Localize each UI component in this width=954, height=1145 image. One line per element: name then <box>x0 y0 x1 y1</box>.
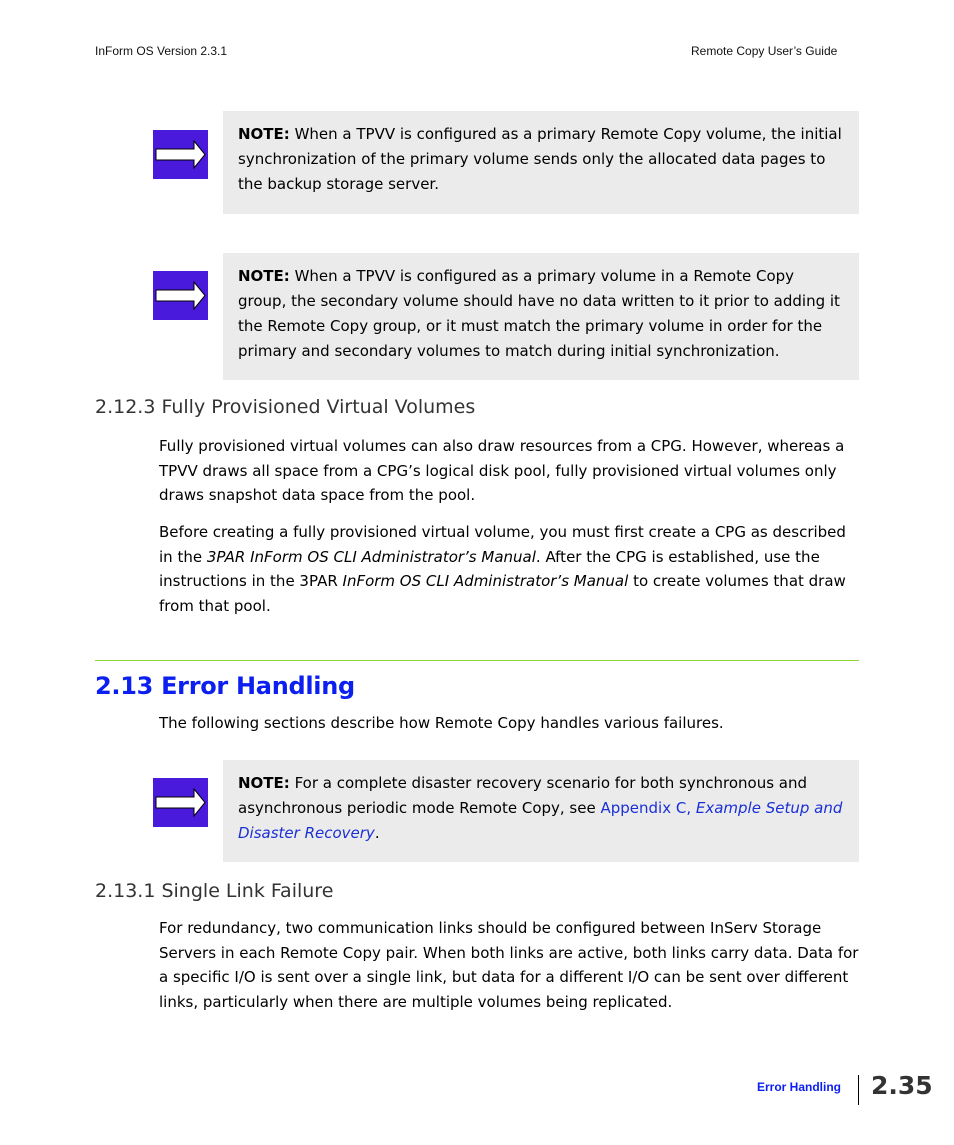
text-run: to create volumes that draw from that pool. <box>159 572 846 615</box>
note-text: For a complete disaster recovery scenario for both synchronous and asynchronous periodic mode Remote Copy, see <box>238 774 808 817</box>
paragraph-fully-provisioned-2 <box>159 520 859 618</box>
paragraph-single-link-failure: For redundancy, two communication links should be configured between InServ Storage Servers in each Remote Copy pair. When both links are active, both links carry data. Data for a specific I/O is sent over a single link, but data for a different I/O can be sent over different links, particularly when there are multiple volumes being replicated. <box>159 919 859 1011</box>
note-box-1 <box>223 111 859 214</box>
note-text: When a TPVV is configured as a primary Remote Copy volume, the initial synchronization of the primary volume sends only the allocated data pages to the backup storage server. <box>238 125 842 193</box>
note-arrow-icon-1 <box>153 130 208 179</box>
note-box-2 <box>223 253 859 380</box>
note-box-3 <box>223 760 859 862</box>
note-arrow-icon-2 <box>153 271 208 320</box>
paragraph-error-handling-intro: The following sections describe how Remote Copy handles various failures. <box>159 714 724 732</box>
right-arrow-icon <box>153 778 208 827</box>
note-label: NOTE: <box>238 125 290 143</box>
footer-section-label: Error Handling <box>757 1080 842 1094</box>
text-run: . After the CPG is established, use the instructions in the 3PAR <box>159 547 820 591</box>
section-heading-2-13: 2.13 Error Handling <box>95 672 355 700</box>
text-run: Before creating a fully provisioned virtual volume, you must first create a CPG as described in the <box>159 523 846 566</box>
appendix-link-text[interactable]: Appendix C, <box>600 799 696 817</box>
right-arrow-icon <box>153 130 208 179</box>
section-heading-2-13-1: 2.13.1 Single Link Failure <box>95 880 334 902</box>
note-label: NOTE: <box>238 267 290 285</box>
note-label: NOTE: <box>238 774 290 792</box>
section-divider <box>95 660 859 661</box>
section-heading-2-12-3: 2.12.3 Fully Provisioned Virtual Volumes <box>95 396 476 418</box>
appendix-link-title[interactable]: Example Setup and Disaster Recovery <box>238 799 843 842</box>
running-header-right: Remote Copy User’s Guide <box>691 44 838 58</box>
note-text-end: . <box>374 824 380 842</box>
right-arrow-icon <box>153 271 208 320</box>
manual-title-italic: 3PAR InForm OS CLI Administrator’s Manual <box>206 547 536 566</box>
page-number: 2.35 <box>871 1071 933 1100</box>
note-text: When a TPVV is configured as a primary volume in a Remote Copy group, the secondary volume should have no data written to it prior to adding it the Remote Copy group, or it must match the primary volume in order for the primary and secondary volumes to match during initial synchronization. <box>238 267 840 360</box>
manual-title-italic: InForm OS CLI Administrator’s Manual <box>342 572 629 591</box>
running-header-left: InForm OS Version 2.3.1 <box>95 44 228 58</box>
note-arrow-icon-3 <box>153 778 208 827</box>
paragraph-fully-provisioned-1: Fully provisioned virtual volumes can also draw resources from a CPG. However, whereas a TPVV draws all space from a CPG’s logical disk pool, fully provisioned virtual volumes only draws snapshot data space from the pool. <box>159 437 845 505</box>
footer-divider <box>858 1075 859 1105</box>
